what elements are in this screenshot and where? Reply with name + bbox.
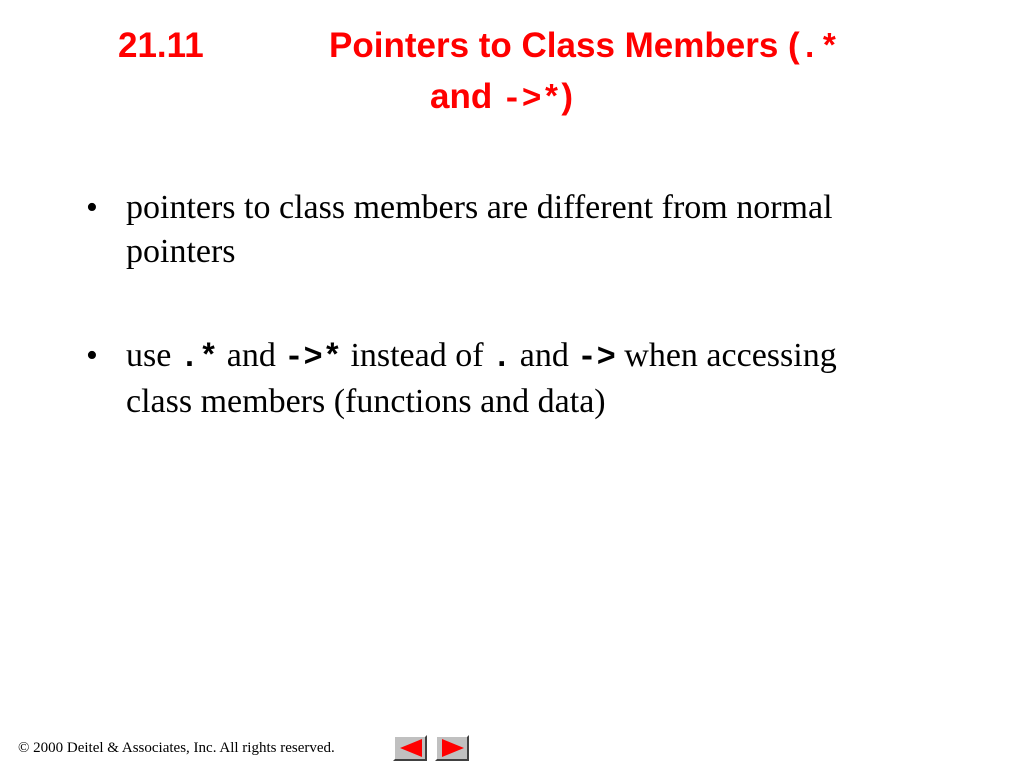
code-dot: . <box>492 339 512 376</box>
bullet-text-and: and <box>218 337 285 374</box>
copyright-footer: © 2000 Deitel & Associates, Inc. All rights reserved. <box>18 740 335 756</box>
left-arrow-icon <box>400 739 422 757</box>
code-arrow-star: ->* <box>284 339 342 376</box>
bullet-text-and-2: and <box>511 337 578 374</box>
title-operator-arrow-star: ->* <box>501 81 562 118</box>
bullet-dot: • <box>86 337 98 374</box>
previous-slide-button[interactable] <box>393 735 427 761</box>
right-arrow-icon <box>442 739 464 757</box>
title-and: and <box>430 77 493 116</box>
code-dot-star: .* <box>179 339 219 376</box>
title-text: Pointers to Class Members ( <box>329 26 800 65</box>
bullet-text-use: use <box>126 337 180 374</box>
bullet-text-when: when accessing class members (functions and data) <box>126 337 837 420</box>
title-operator-dot-star: .* <box>799 30 840 67</box>
next-slide-button[interactable] <box>435 735 469 761</box>
title-line-1 <box>118 26 839 67</box>
bullet-item <box>86 334 886 424</box>
slide-title <box>0 0 1024 130</box>
title-line-2 <box>430 77 573 118</box>
code-arrow: -> <box>577 339 616 376</box>
bullet-text: pointers to class members are different from normal pointers <box>126 189 833 270</box>
bullet-dot: • <box>86 189 98 226</box>
bullet-list <box>86 186 886 484</box>
title-close-paren: ) <box>561 77 574 116</box>
bullet-item <box>86 186 886 274</box>
bullet-text-instead: instead of <box>341 337 493 374</box>
section-number: 21.11 <box>118 26 204 65</box>
